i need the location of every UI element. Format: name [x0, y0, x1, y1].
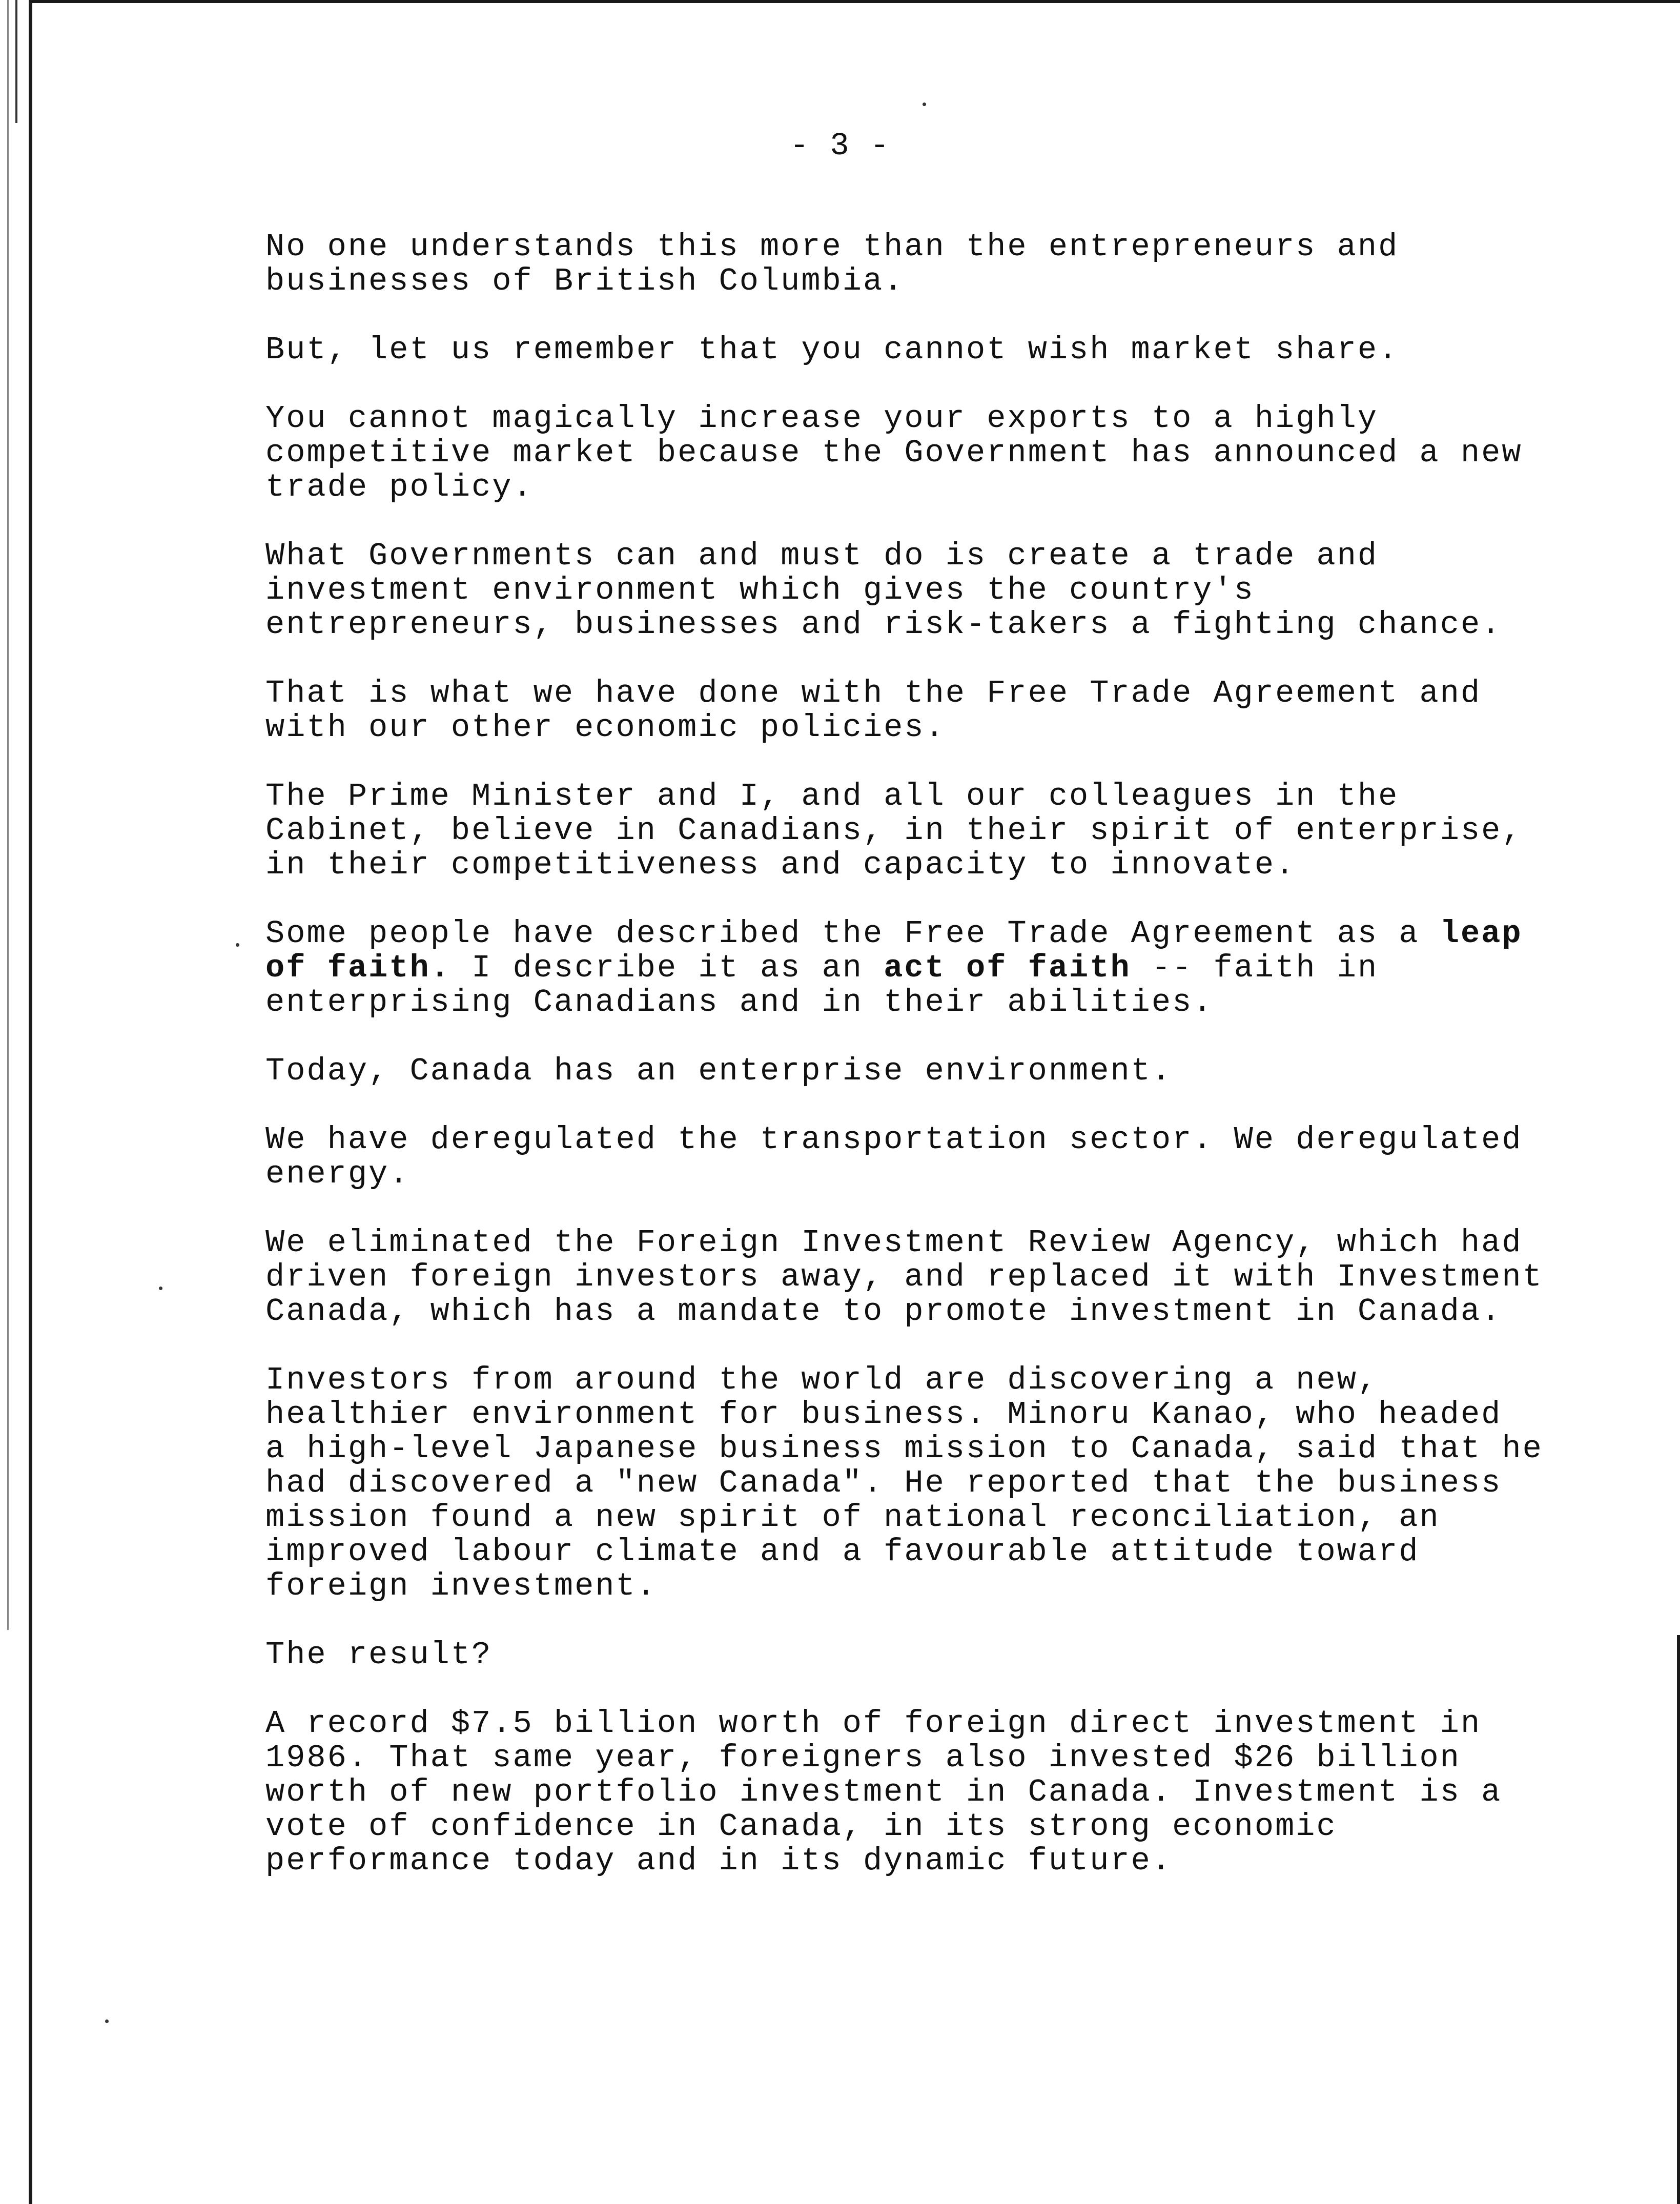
paragraph: You cannot magically increase your exports to a highly competitive market because the Government has announced a new trade policy. — [265, 400, 1523, 505]
paragraph: Today, Canada has an enterprise environment. — [265, 1053, 1173, 1089]
paragraph: We have deregulated the transportation sector. We deregulated energy. — [265, 1121, 1523, 1192]
paragraph-text: Some people have described the Free Trade Agreement as a — [265, 915, 1440, 952]
bold-phrase-act-of-faith: act of faith — [884, 950, 1131, 986]
scan-edge-line — [15, 0, 17, 123]
paragraph-text: -- faith in enterprising Canadians and in their abilities. — [265, 950, 1379, 1021]
paragraph: A record $7.5 billion worth of foreign direct investment in 1986. That same year, foreigners also invested $26 billion worth of new portfolio investment in Canada. Investment is a vote of confidence in Canada, in its strong economic performance today and in its dynamic future. — [265, 1705, 1502, 1879]
paragraph: The result? — [265, 1637, 493, 1673]
paragraph: No one understands this more than the entrepreneurs and businesses of British Columbia. — [265, 229, 1399, 299]
paragraph: The Prime Minister and I, and all our colleagues in the Cabinet, believe in Canadians, in their spirit of enterprise, in their competitiveness and capacity to innovate. — [265, 778, 1523, 883]
scan-speck — [105, 2019, 109, 2023]
paragraph-text: I describe it as an — [450, 950, 884, 986]
page-left-border — [29, 0, 32, 2204]
scan-speck — [923, 103, 926, 106]
faith-paragraph — [265, 916, 1618, 1019]
paragraph: But, let us remember that you cannot wish market share. — [265, 332, 1399, 368]
paragraph: We eliminated the Foreign Investment Review Agency, which had driven foreign investors away, and replaced it with Investment Canada, which has a mandate to promote investment in Canada. — [265, 1225, 1543, 1330]
page-number: - 3 - — [789, 128, 891, 164]
paragraph: That is what we have done with the Free Trade Agreement and with our other economic policies. — [265, 675, 1482, 746]
bold-phrase-leap-of-faith: leap of faith. — [265, 915, 1523, 986]
page-top-border — [29, 0, 1680, 3]
body-text — [265, 230, 1618, 1912]
scan-speck — [236, 943, 239, 947]
page-right-border — [1677, 1635, 1680, 2204]
scan-edge-line — [7, 0, 9, 1630]
scan-speck — [159, 1287, 162, 1290]
paragraph: What Governments can and must do is create a trade and investment environment which gives the country's entrepreneurs, businesses and risk-takers a fighting chance. — [265, 538, 1502, 643]
paragraph: Investors from around the world are discovering a new, healthier environment for business. Minoru Kanao, who headed a high-level Japanese business mission to Canada, said that he had discovered a "new Canada". He reported that the business mission found a new spirit of national reconciliation, an improved labour climate and a favourable attitude toward foreign investment. — [265, 1362, 1543, 1604]
